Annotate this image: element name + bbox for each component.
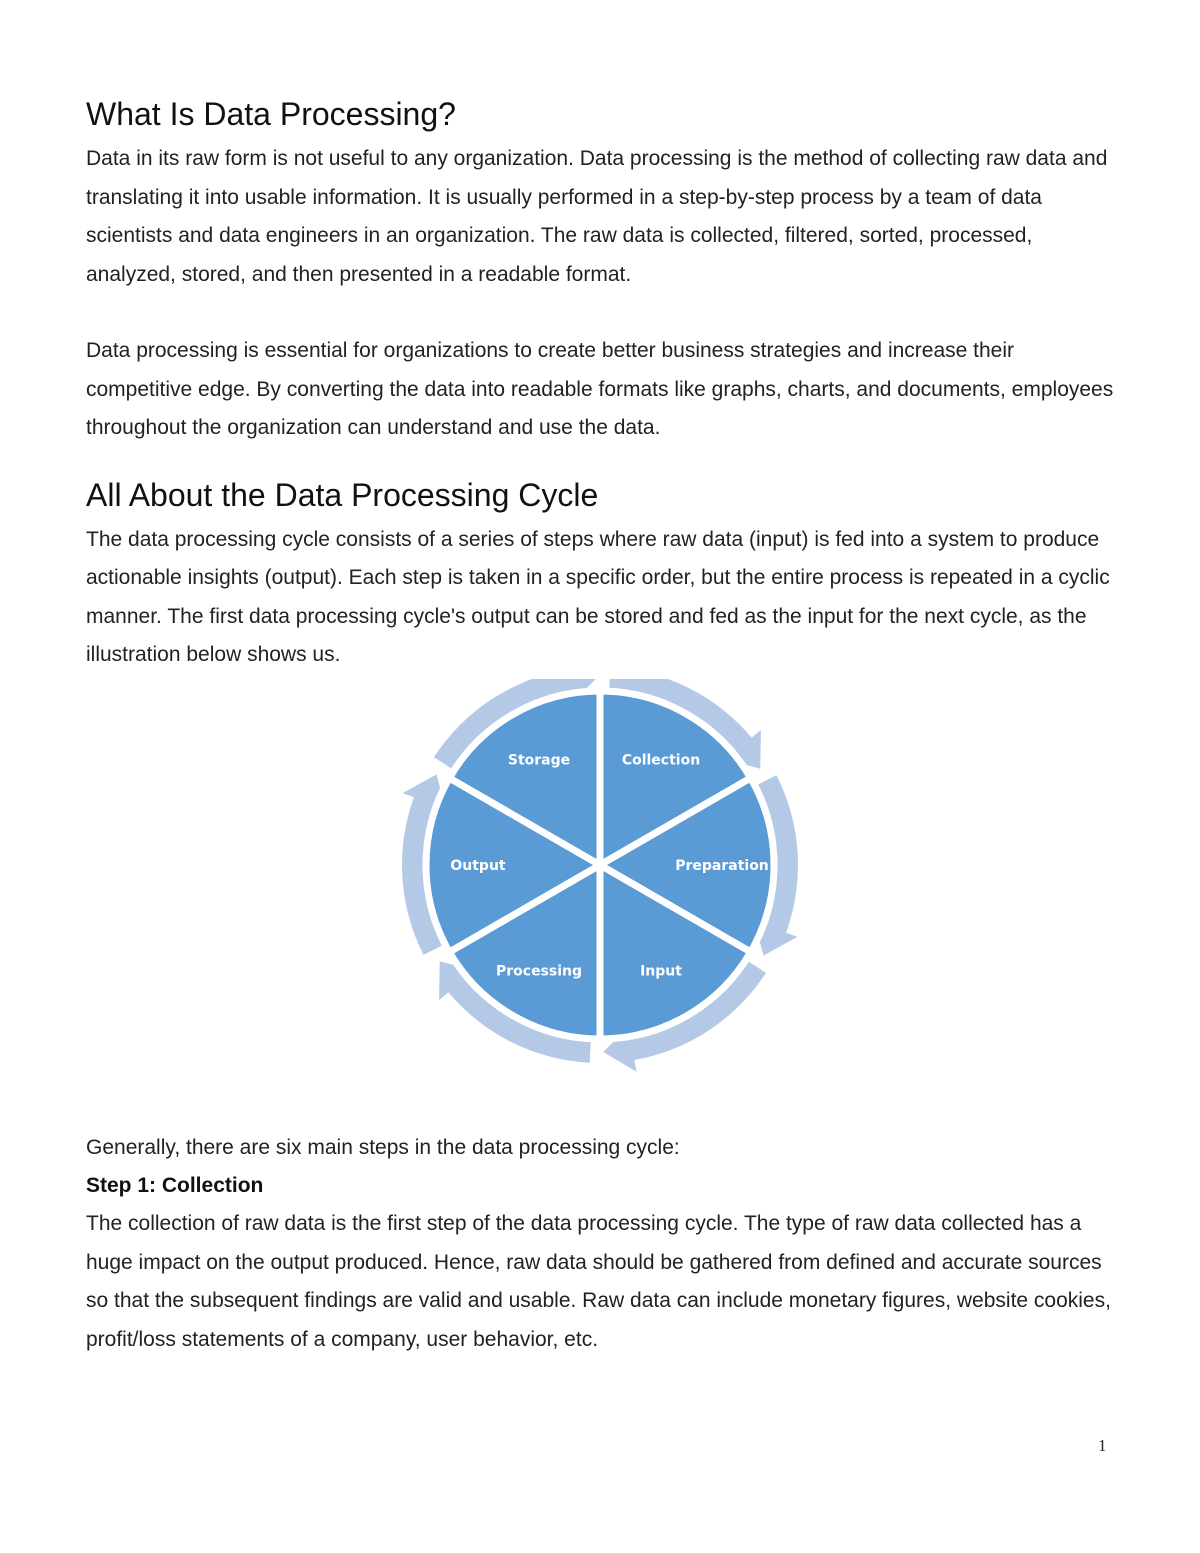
- cycle-label-preparation: Preparation: [675, 857, 769, 874]
- cycle-label-input: Input: [640, 963, 682, 980]
- cycle-label-collection: Collection: [621, 751, 701, 768]
- data-processing-cycle-diagram: [86, 675, 1126, 1095]
- cycle-diagram-svg: [400, 679, 800, 1079]
- paragraph-steps-intro: Generally, there are six main steps in the data processing cycle:: [86, 1135, 680, 1159]
- cycle-label-output: Output: [450, 857, 506, 874]
- heading-data-processing-cycle: All About the Data Processing Cycle: [86, 476, 599, 513]
- cycle-label-storage: Storage: [507, 751, 571, 768]
- paragraph-definition: Data in its raw form is not useful to any organization. Data processing is the method of collecting raw data and translating it into usable information. It is usually performed in a step-by-step process by a team of data scientists and data engineers in an organization. The raw data is collected, filtered, sorted, processed, analyzed, stored, and then presented in a readable format.: [86, 147, 1108, 286]
- cycle-label-processing: Processing: [495, 963, 583, 980]
- paragraph-cycle-description: The data processing cycle consists of a series of steps where raw data (input) is fed into a system to produce actionable insights (output). Each step is taken in a specific order, but the entire process is repeated in a cyclic manner. The first data processing cycle's output can be stored and fed as the input for the next cycle, as the illustration below shows us.: [86, 527, 1110, 666]
- paragraph-step-1-description: The collection of raw data is the first step of the data processing cycle. The type of raw data collected has a huge impact on the output produced. Hence, raw data should be gathered from defined and accurate sources so that the subsequent findings are valid and usable. Raw data can include monetary figures, website cookies, profit/loss statements of a company, user behavior, etc.: [86, 1212, 1111, 1351]
- document-page: [86, 92, 1126, 1359]
- paragraph-importance: Data processing is essential for organizations to create better business strategies and increase their competitive edge. By converting the data into readable formats like graphs, charts, and documents, employees throughout the organization can understand and use the data.: [86, 339, 1114, 439]
- page-number: 1: [1098, 1436, 1107, 1455]
- heading-what-is-data-processing: What Is Data Processing?: [86, 96, 456, 132]
- step-1-title: Step 1: Collection: [86, 1174, 264, 1197]
